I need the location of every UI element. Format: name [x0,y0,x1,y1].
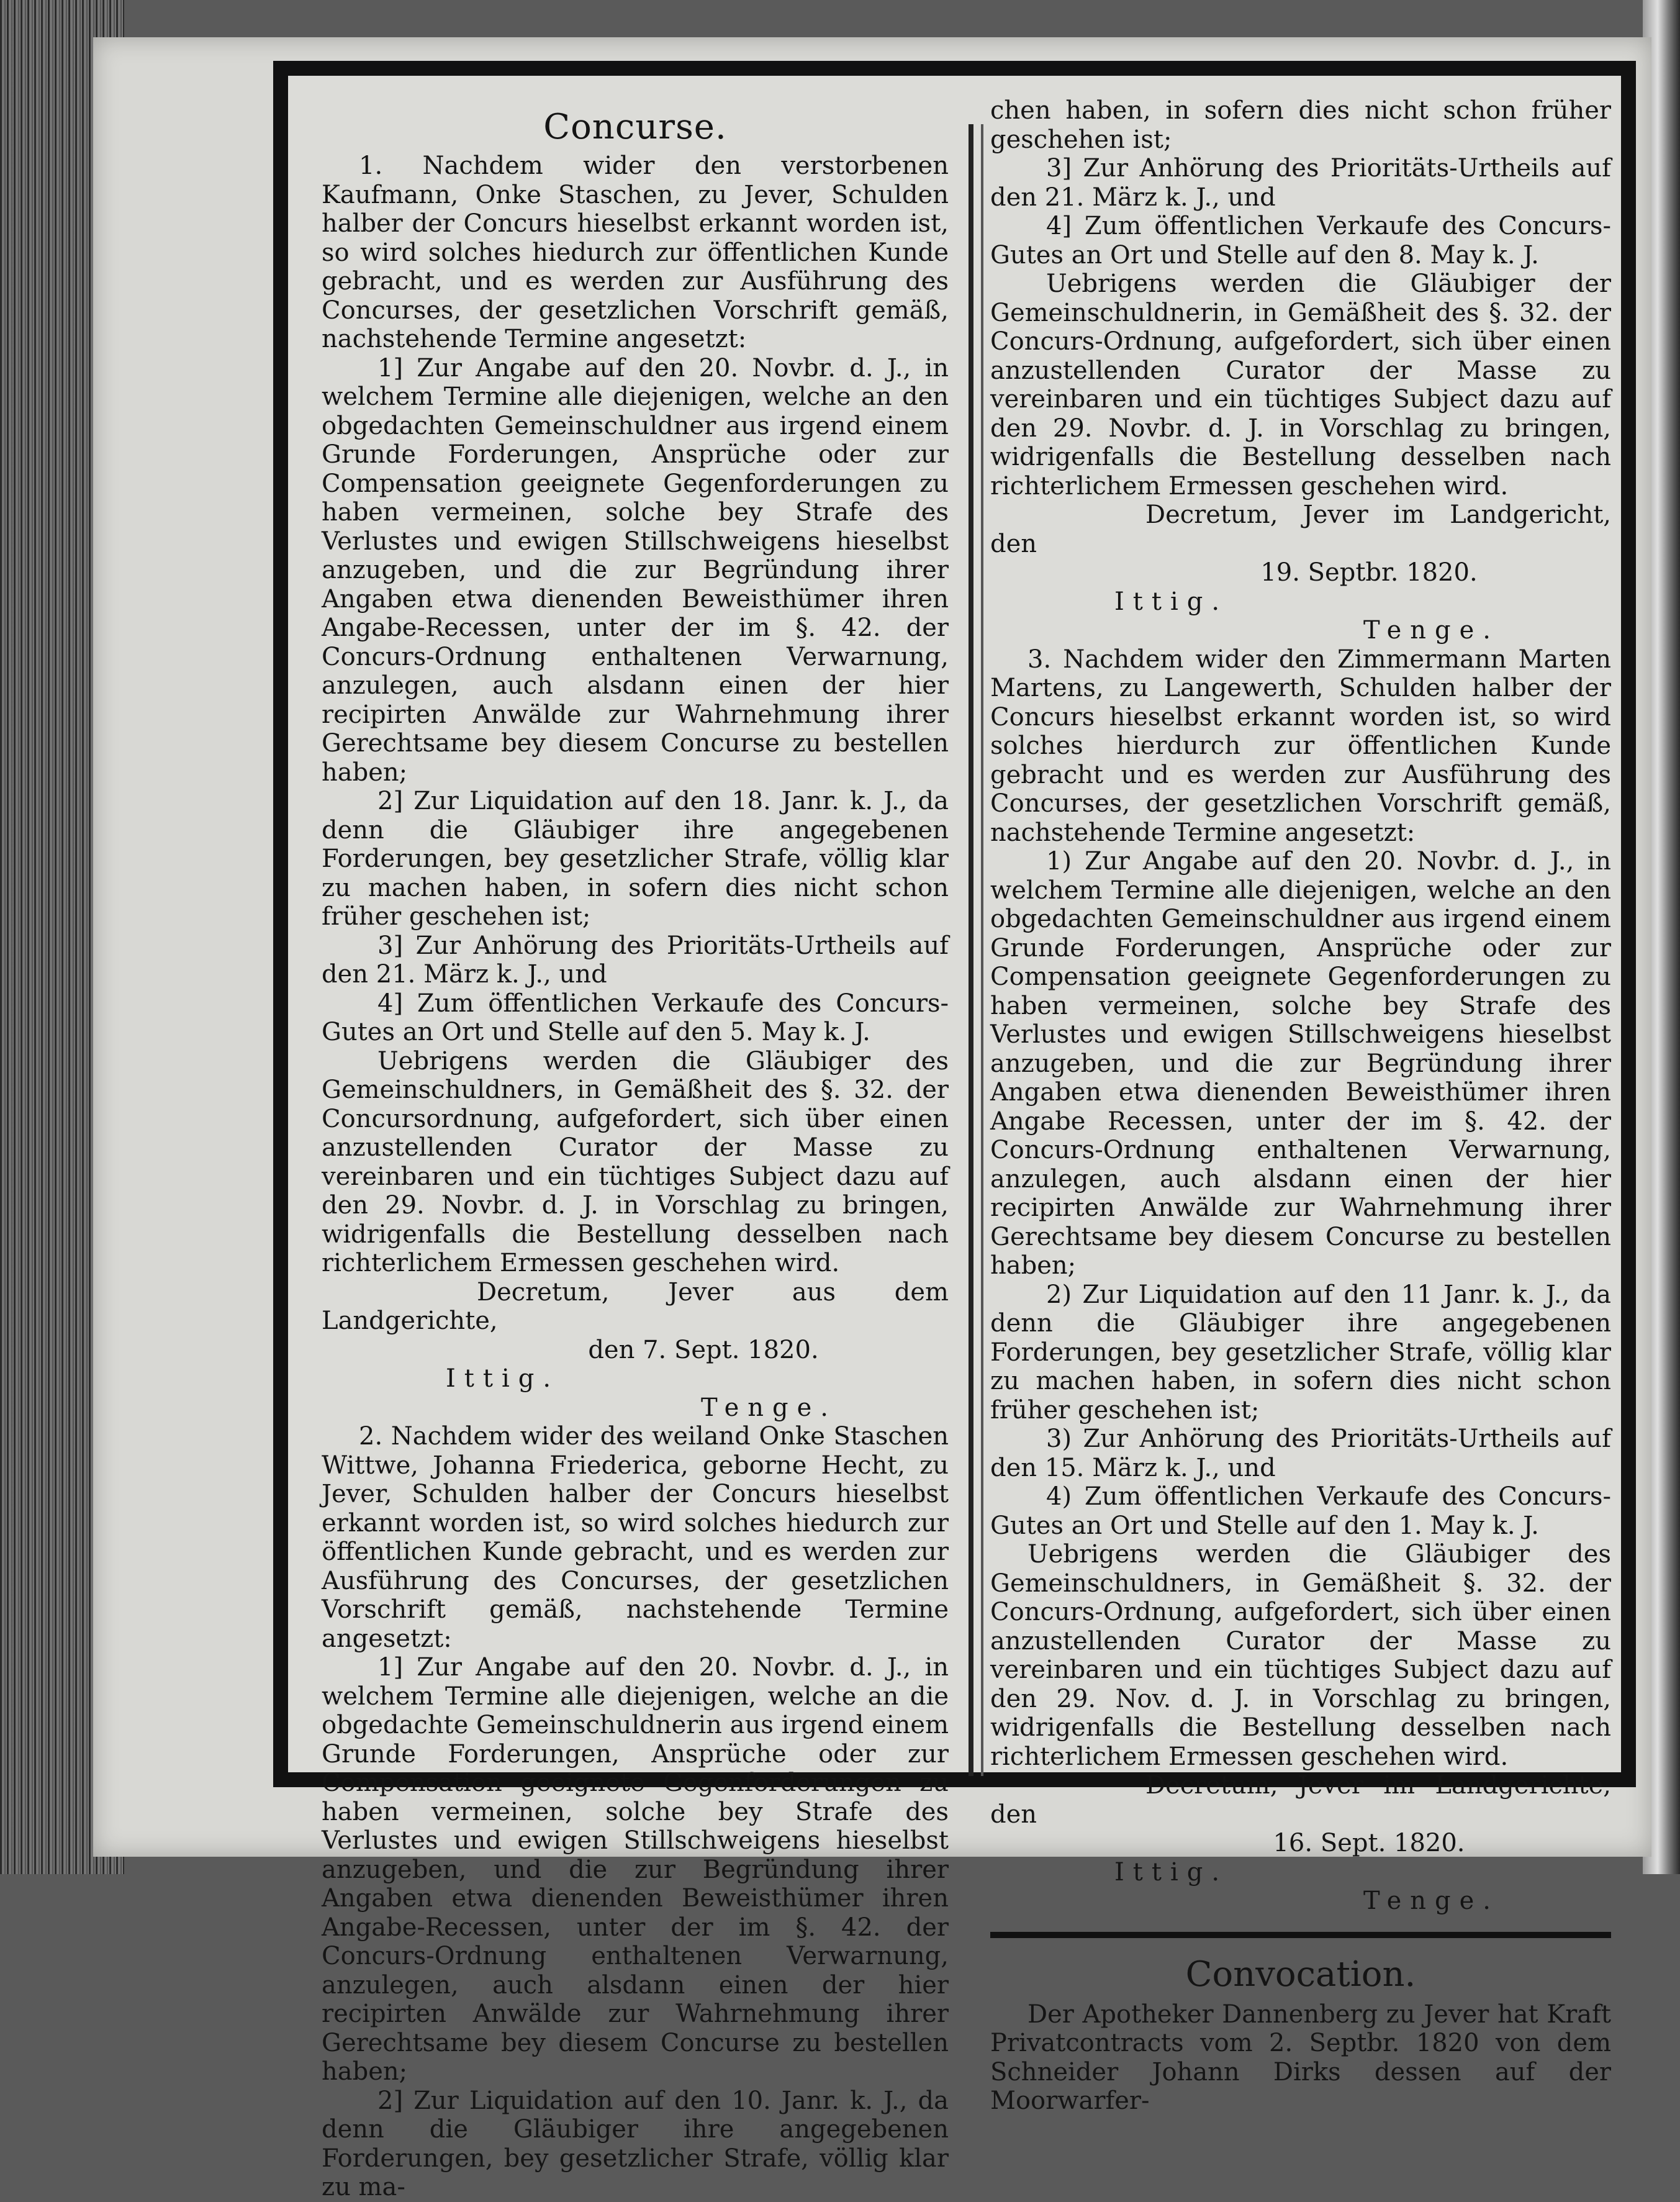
notice-1-closing: Uebrigens werden die Gläubiger des Gemeinschuldners, in Gemäßheit des §. 32. der Concursordnung, aufgefordert, sich über einen anzustellenden Curator der Masse zu vereinbaren und ein tüchtiges Subject dazu auf den 29. Novbr. d. J. in Vorschlag zu bringen, widrigenfalls die Bestellung desselben nach richterlichem Ermessen geschehen wird. [322,1046,949,1277]
notice-3-term-1: 1) Zur Angabe auf den 20. Novbr. d. J., in welchem Termine alle diejenigen, welche an den obgedachten Gemeinschuldner aus irgend einem Grunde Forderungen, Ansprüche oder zur Compensation geeignete Gegenforderungen zu haben vermeinen, solche bey Strafe des Verlustes und ewigen Stillschweigens hieselbst anzugeben, und die zur Begründung ihrer Angaben etwa dienenden Beweisthümer ihren Angabe Recessen, unter der im §. 42. der Concurs-Ordnung enthaltenen Verwarnung, anzulegen, auch alsdann einen der hier recipirten Anwälde zur Wahrnehmung ihrer Gerechtsame bey diesem Concurse zu bestellen haben; [990,847,1611,1280]
section-heading-concurse: Concurse. [543,107,727,147]
notice-2-date: 19. Septbr. 1820. [1260,558,1478,587]
notice-2-intro: 2. Nachdem wider des weiland Onke Staschen Wittwe, Johanna Friederica, geborne Hecht, zu Jever, Schulden halber der Concurs hieselbst erkannt worden ist, so wird solches hiedurch zur öffentlichen Kunde gebracht, und es werden zur Ausführung des Concurses, der gesetzlichen Vorschrift gemäß, nachstehende Termine angesetzt: [322,1422,949,1653]
notice-3-term-2: 2) Zur Liquidation auf den 11 Janr. k. J., da denn die Gläubiger ihre angegebenen Forderungen, bey gesetzlicher Strafe, völlig klar zu machen haben, in sofern dies nicht schon früher geschehen ist; [990,1280,1611,1425]
notice-1-term-2: 2] Zur Liquidation auf den 18. Janr. k. J., da denn die Gläubiger ihre angegebenen Forderungen, bey gesetzlicher Strafe, völlig klar zu machen haben, in sofern dies nicht schon früher geschehen ist; [322,787,949,931]
notice-1-signature-ittig: Ittig. [446,1364,560,1393]
notice-1-decree: Decretum, Jever aus dem Landgerichte, [322,1277,949,1335]
notice-2-term-2: 2] Zur Liquidation auf den 10. Janr. k. J., da denn die Gläubiger ihre angegebenen Forderungen, bey gesetzlicher Strafe, völlig klar zu ma- [322,2086,949,2201]
notice-1-intro: 1. Nachdem wider den verstorbenen Kaufmann, Onke Staschen, zu Jever, Schulden halber der Concurs hieselbst erkannt worden ist, so wird solches hiedurch zur öffentlichen Kunde gebracht, und es werden zur Ausführung des Concurses, der gesetzlichen Vorschrift gemäß, nachstehende Termine angesetzt: [322,152,949,353]
notice-1-signature-tenge: Tenge. [701,1393,837,1422]
notice-3-signature-tenge: Tenge. [1363,1887,1499,1915]
notice-3-date: 16. Sept. 1820. [1273,1829,1465,1857]
notice-2-term-4: 4] Zum öffentlichen Verkaufe des Concurs-Gutes an Ort und Stelle auf den 8. May k. J. [990,212,1611,270]
section-rule [990,1932,1611,1938]
notice-3-term-4: 4) Zum öffentlichen Verkaufe des Concurs-Gutes an Ort und Stelle auf den 1. May k. J. [990,1482,1611,1540]
notice-2-closing: Uebrigens werden die Gläubiger der Gemeinschuldnerin, in Gemäßheit des §. 32. der Concurs-Ordnung, aufgefordert, sich über einen anzustellenden Curator der Masse zu vereinbaren und ein tüchtiges Subject dazu auf den 29. Novbr. d. J. in Vorschlag zu bringen, widrigenfalls die Bestellung desselben nach richterlichem Ermessen geschehen wird. [990,270,1611,501]
notice-3-signature-ittig: Ittig. [1114,1857,1229,1887]
left-column [322,106,949,2202]
notice-2-signature-tenge: Tenge. [1363,616,1499,645]
right-column [990,96,1611,2116]
notice-1-term-1: 1] Zur Angabe auf den 20. Novbr. d. J., in welchem Termine alle diejenigen, welche an den obgedachten Gemeinschuldner aus irgend einem Grunde Forderungen, Ansprüche oder zur Compensation geeignete Gegenforderungen zu haben vermeinen, solche bey Strafe des Verlustes und ewigen Stillschweigens hieselbst anzugeben, und die zur Begründung ihrer Angaben etwa dienenden Beweisthümer ihren Angabe-Recessen, unter der im §. 42. der Concurs-Ordnung enthaltenen Verwarnung, anzulegen, auch alsdann einen der hier recipirten Anwälde zur Wahrnehmung ihrer Gerechtsame bey diesem Concurse zu bestellen haben; [322,353,949,787]
notice-2-signature-ittig: Ittig. [1114,587,1229,616]
notice-2-continuation: chen haben, in sofern dies nicht schon früher geschehen ist; [990,96,1611,154]
notice-2-decree: Decretum, Jever im Landgericht, den [990,501,1611,558]
notice-3-closing: Uebrigens werden die Gläubiger des Gemeinschuldners, in Gemäßheit §. 32. der Concurs-Ordnung, aufgefordert, sich über einen anzustellenden Curator der Masse zu vereinbaren und ein tüchtiges Subject dazu auf den 29. Nov. d. J. in Vorschlag zu bringen, widrigenfalls die Bestellung desselben nach richterlichem Ermessen geschehen wird. [990,1540,1611,1771]
notice-2-term-1: 1] Zur Angabe auf den 20. Novbr. d. J., in welchem Termine alle diejenigen, welche an die obgedachte Gemeinschuldnerin aus irgend einem Grunde Forderungen, Ansprüche oder zur Compensation geeignete Gegenforderungen zu haben vermeinen, solche bey Strafe des Verlustes und ewigen Stillschweigens hieselbst anzugeben, und die zur Begründung ihrer Angaben etwa dienenden Beweisthümer ihren Angabe-Recessen, unter der im §. 42. der Concurs-Ordnung enthaltenen Verwarnung, anzulegen, auch alsdann einen der hier recipirten Anwälde zur Wahrnehmung ihrer Gerechtsame bey diesem Concurse zu bestellen haben; [322,1653,949,2086]
notice-3-term-3: 3) Zur Anhörung des Prioritäts-Urtheils auf den 15. März k. J., und [990,1425,1611,1482]
notice-3-intro: 3. Nachdem wider den Zimmermann Marten Martens, zu Langewerth, Schulden halber der Concurs hieselbst erkannt worden ist, so wird solches hierdurch zur öffentlichen Kunde gebracht und es werden zur Ausführung des Concurses, der gesetzlichen Vorschrift gemäß, nachstehende Termine angesetzt: [990,645,1611,847]
notice-2-term-3: 3] Zur Anhörung des Prioritäts-Urtheils auf den 21. März k. J., und [990,154,1611,212]
notice-1-term-4: 4] Zum öffentlichen Verkaufe des Concurs-Gutes an Ort und Stelle auf den 5. May k. J. [322,989,949,1046]
notice-1-term-3: 3] Zur Anhörung des Prioritäts-Urtheils auf den 21. März k. J., und [322,931,949,989]
convocation-text: Der Apotheker Dannenberg zu Jever hat Kraft Privatcontracts vom 2. Septbr. 1820 von dem Schneider Johann Dirks dessen auf der Moorwarfer- [990,2000,1611,2115]
column-divider [969,124,973,1776]
notice-3-decree: Decretum, Jever im Landgerichte, den [990,1771,1611,1829]
section-heading-convocation: Convocation. [1185,1954,1416,1995]
notice-1-date: den 7. Sept. 1820. [588,1335,819,1364]
